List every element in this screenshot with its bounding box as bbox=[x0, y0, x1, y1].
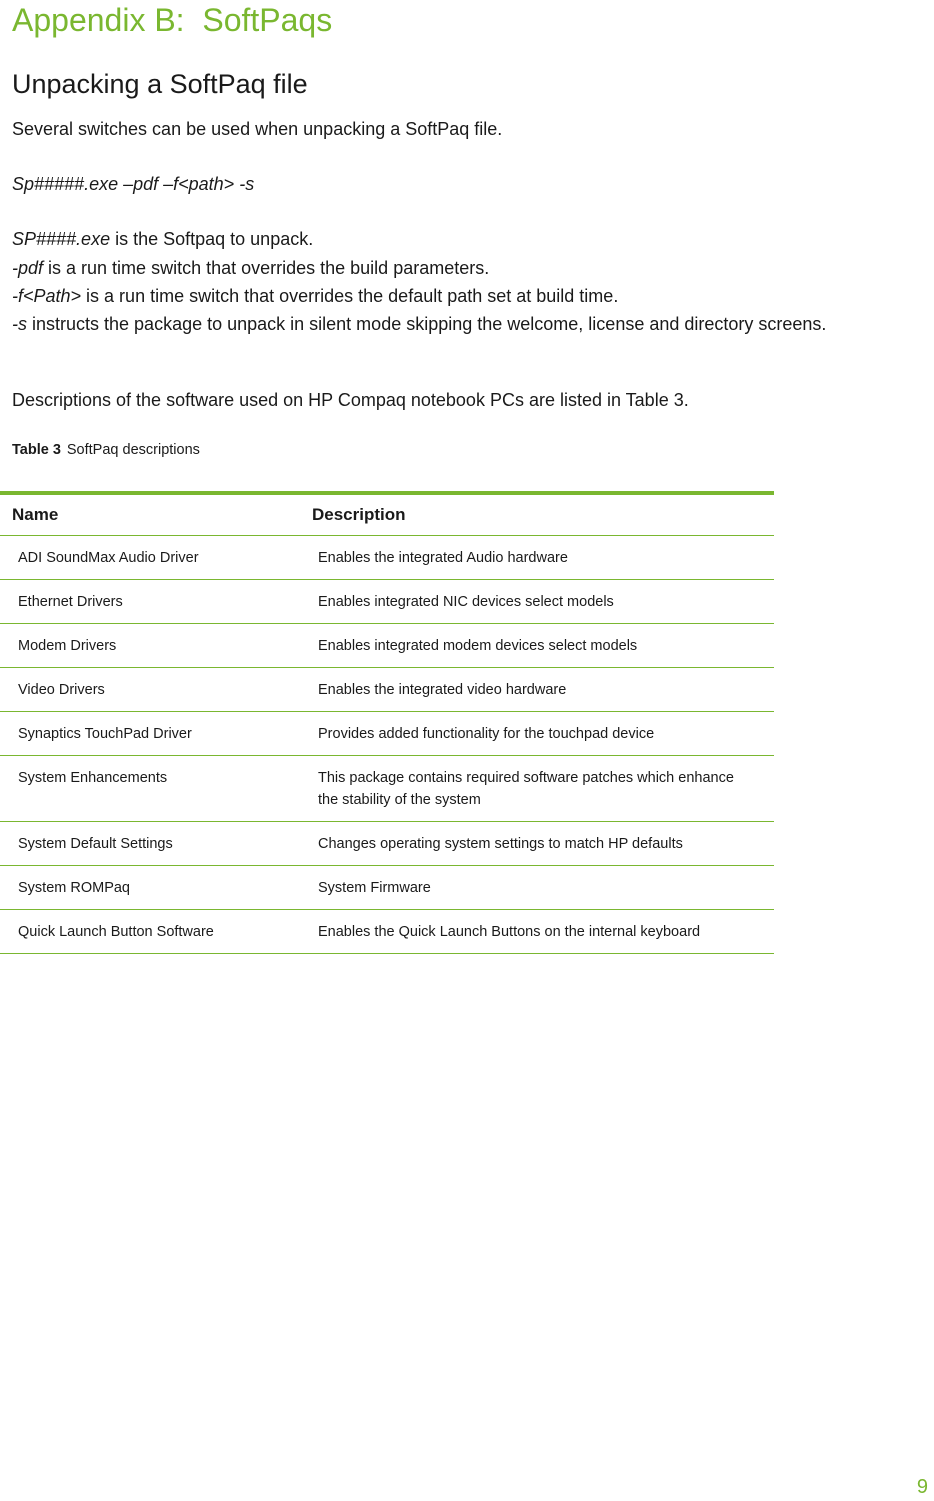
cell-description: Provides added functionality for the touchpad device bbox=[318, 726, 655, 742]
table-row bbox=[0, 756, 774, 822]
cell-description: Enables the Quick Launch Buttons on the internal keyboard bbox=[318, 924, 701, 940]
switch-description bbox=[12, 282, 618, 310]
switch-text: is a run time switch that overrides the default path set at build time. bbox=[81, 286, 619, 306]
table-caption-label: Table 3 bbox=[12, 442, 61, 458]
switch-description bbox=[12, 225, 313, 253]
table-caption-text: SoftPaq descriptions bbox=[66, 442, 200, 458]
switch-description bbox=[12, 310, 826, 338]
cell-description: Enables integrated NIC devices select models bbox=[318, 594, 614, 610]
table-row bbox=[0, 536, 774, 580]
table-row bbox=[0, 712, 774, 756]
cell-description: This package contains required software patches which enhance the stability of the system bbox=[318, 770, 734, 808]
cell-name: Ethernet Drivers bbox=[18, 594, 123, 610]
switch-description bbox=[12, 254, 489, 282]
cell-description: Enables the integrated video hardware bbox=[318, 682, 567, 698]
cell-name: Synaptics TouchPad Driver bbox=[18, 726, 192, 742]
cell-description: Changes operating system settings to match HP defaults bbox=[318, 836, 683, 852]
cell-description: Enables integrated modem devices select models bbox=[318, 638, 638, 654]
switch-term: -pdf bbox=[12, 258, 44, 278]
table-row bbox=[0, 668, 774, 712]
cell-name: System Default Settings bbox=[18, 836, 173, 852]
descriptions-note: Descriptions of the software used on HP Compaq notebook PCs are listed in Table 3. bbox=[12, 390, 689, 410]
cell-name: System ROMPaq bbox=[18, 880, 130, 896]
switch-text: is a run time switch that overrides the build parameters. bbox=[43, 258, 490, 278]
cell-description: System Firmware bbox=[318, 880, 431, 896]
page-number: 9 bbox=[916, 1476, 928, 1498]
table-row bbox=[0, 910, 774, 954]
cell-description: Enables the integrated Audio hardware bbox=[318, 550, 568, 566]
table-header-row bbox=[0, 495, 774, 536]
switch-term: SP####.exe bbox=[12, 229, 111, 249]
table-row bbox=[0, 822, 774, 866]
switch-term: -f<Path> bbox=[12, 286, 82, 306]
table-caption bbox=[12, 440, 200, 460]
cell-name: Video Drivers bbox=[18, 682, 105, 698]
switch-term: -s bbox=[12, 314, 27, 334]
section-heading: Unpacking a SoftPaq file bbox=[12, 69, 308, 99]
intro-paragraph: Several switches can be used when unpacking a SoftPaq file. bbox=[12, 119, 503, 139]
cell-name: ADI SoundMax Audio Driver bbox=[18, 550, 199, 566]
softpaq-table bbox=[0, 491, 774, 954]
command-line-example: Sp#####.exe –pdf –f<path> -s bbox=[12, 174, 255, 194]
table-row bbox=[0, 624, 774, 668]
switch-text: is the Softpaq to unpack. bbox=[110, 229, 314, 249]
switch-text: instructs the package to unpack in silent mode skipping the welcome, license and directory screens. bbox=[27, 314, 827, 334]
table-row bbox=[0, 866, 774, 910]
column-header-name: Name bbox=[12, 505, 59, 524]
column-header-description: Description bbox=[312, 505, 406, 524]
appendix-title: Appendix B: SoftPaqs bbox=[12, 2, 333, 38]
table-row bbox=[0, 580, 774, 624]
cell-name: System Enhancements bbox=[18, 770, 168, 786]
cell-name: Modem Drivers bbox=[18, 638, 117, 654]
cell-name: Quick Launch Button Software bbox=[18, 924, 214, 940]
